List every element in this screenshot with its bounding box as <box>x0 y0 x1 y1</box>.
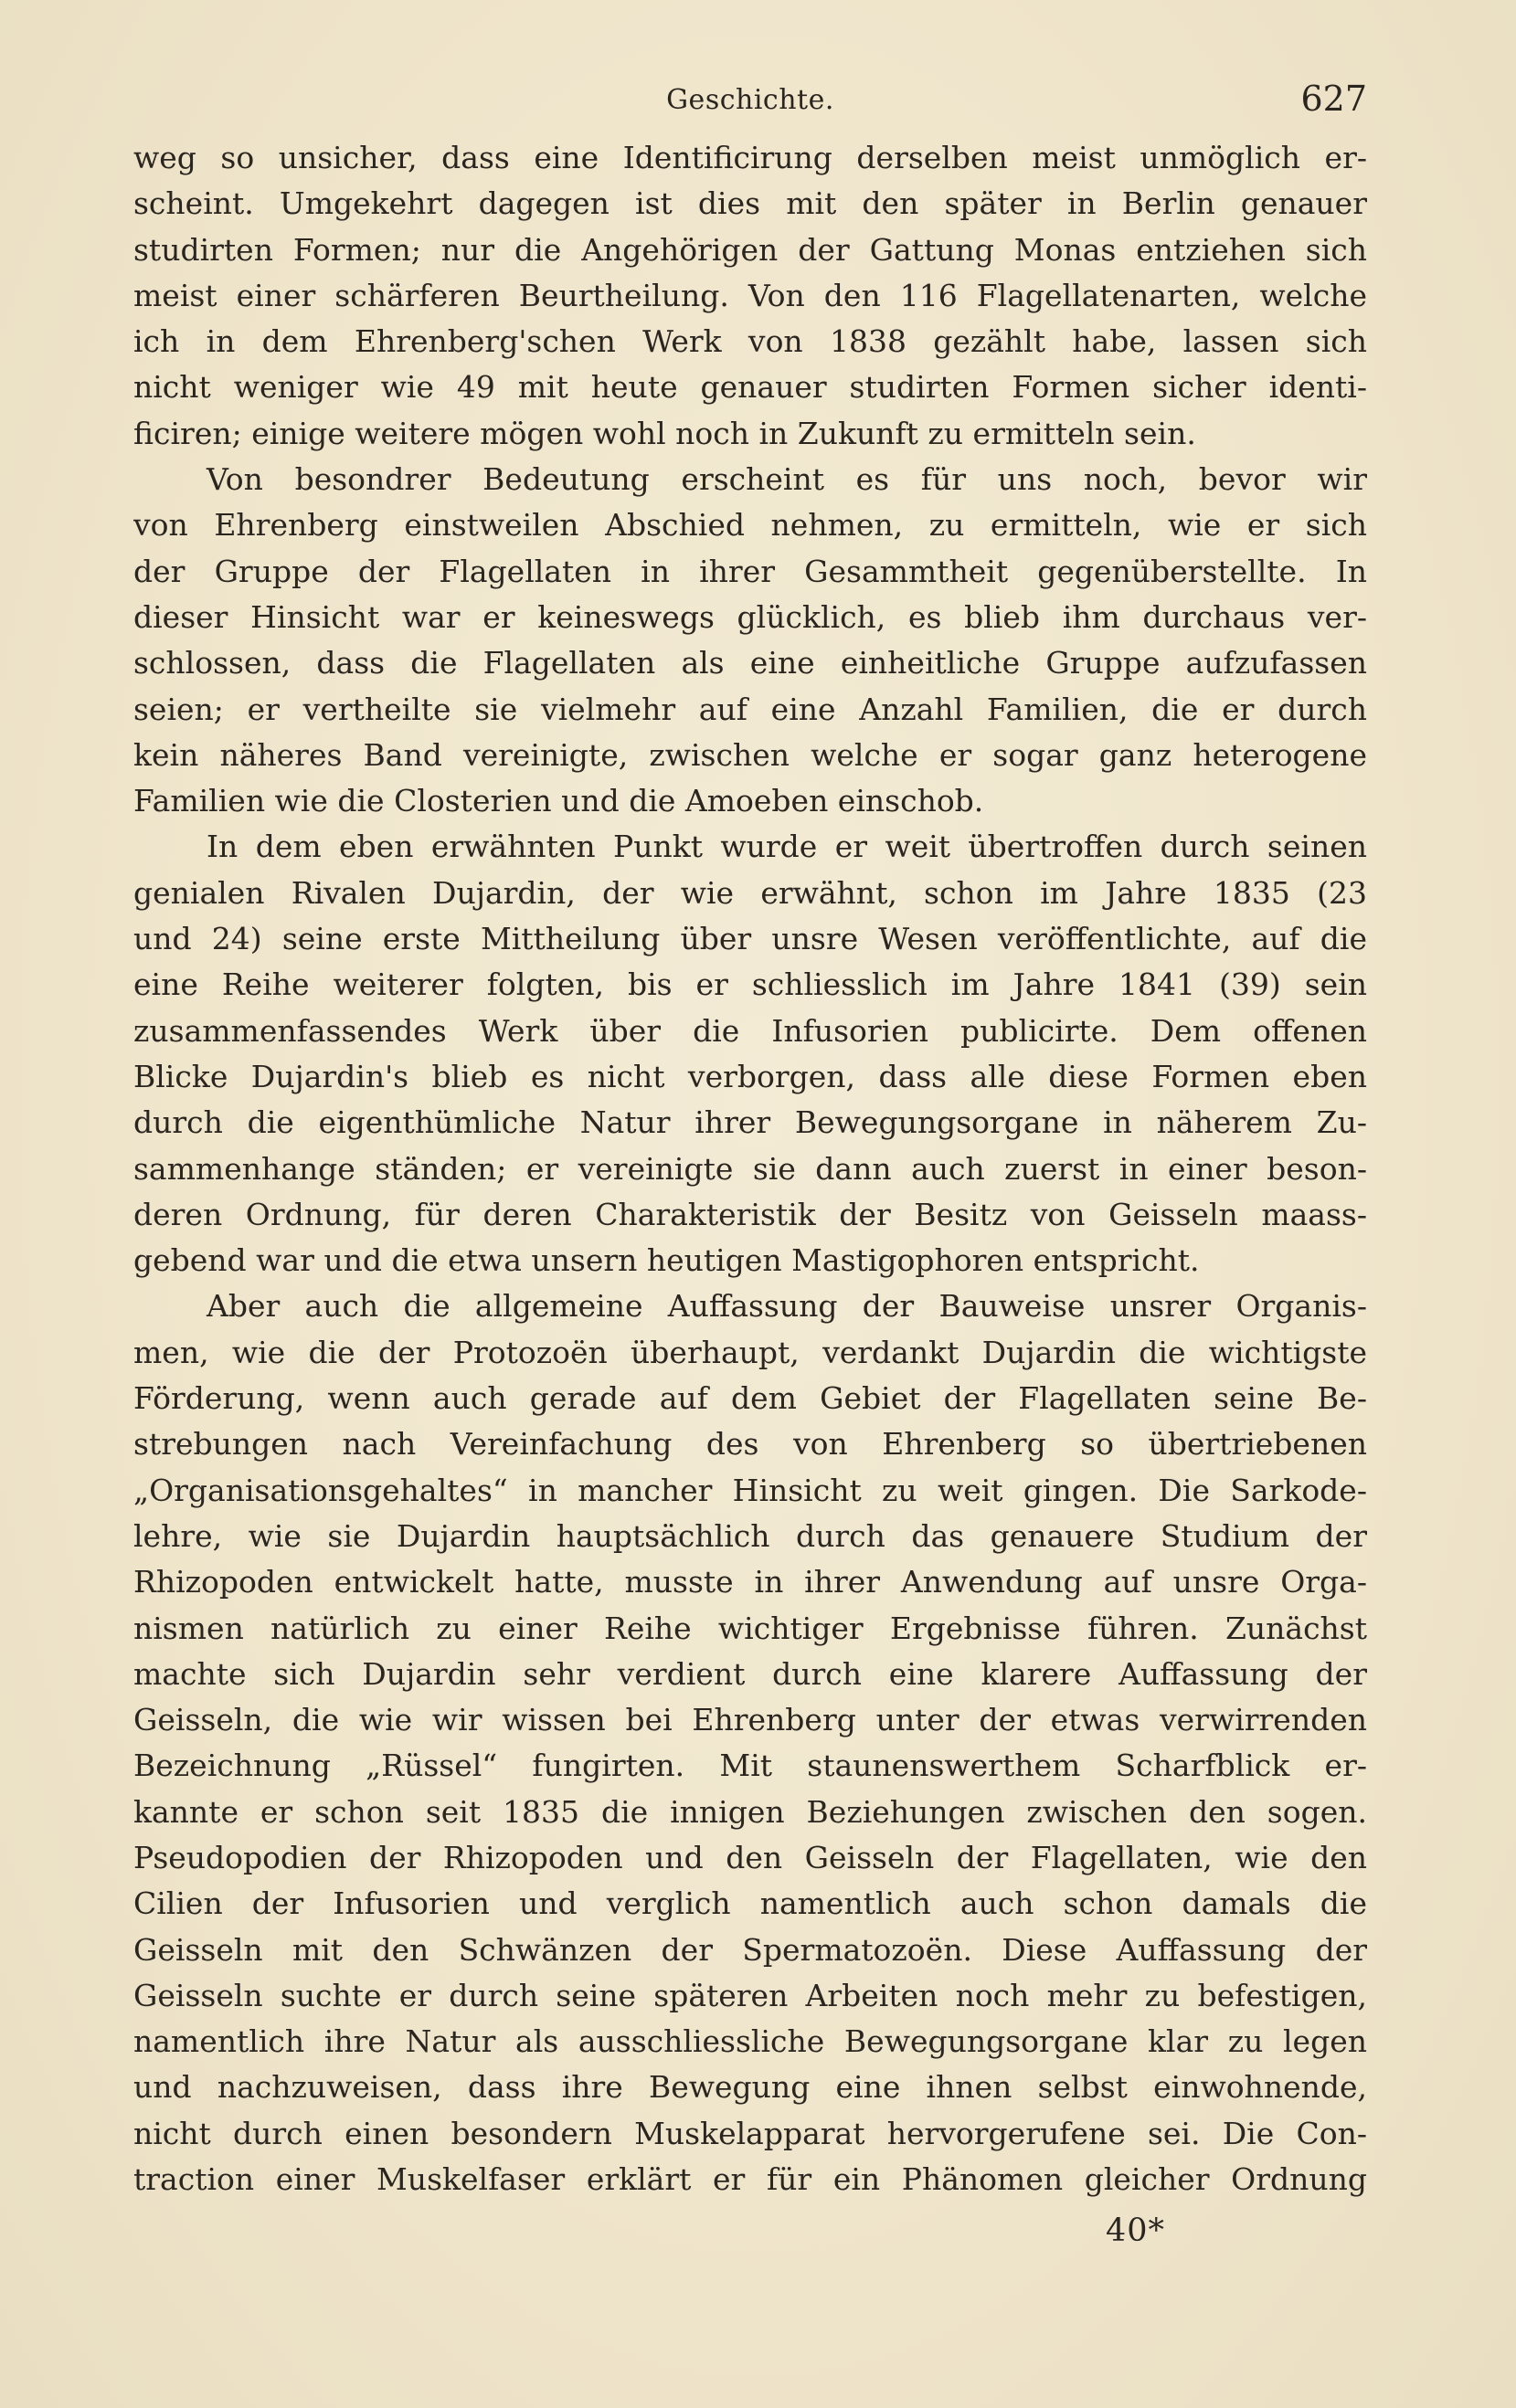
text-line: ficiren; einige weitere mögen wohl noch in Zukunft zu ermitteln sein. <box>133 415 1196 451</box>
text-line: Bezeichnung „Rüssel“ fungirten. Mit staunenswerthem Scharfblick er- <box>133 1748 1367 1784</box>
text-line: strebungen nach Vereinfachung des von Ehrenberg so übertriebenen <box>133 1426 1367 1463</box>
page-header <box>133 77 1367 122</box>
text-line: nicht weniger wie 49 mit heute genauer studirten Formen sicher identi- <box>133 369 1367 406</box>
text-line: weg so unsicher, dass eine Identificirung derselben meist unmöglich er- <box>133 140 1367 175</box>
text-line: zusammenfassendes Werk über die Infusorien publicirte. Dem offenen <box>133 1012 1367 1049</box>
text-line: „Organisationsgehaltes“ in mancher Hinsicht zu weit gingen. Die Sarkode- <box>133 1472 1367 1508</box>
text-line: Aber auch die allgemeine Auffassung der Bauweise unsrer Organis- <box>207 1288 1367 1325</box>
text-line: kannte er schon seit 1835 die innigen Beziehungen zwischen den sogen. <box>133 1793 1367 1830</box>
text-line: gebend war und die etwa unsern heutigen Mastigophoren entspricht. <box>133 1242 1200 1279</box>
text-line: durch die eigenthümliche Natur ihrer Bewegungsorgane in näherem Zu- <box>133 1104 1367 1141</box>
text-line: men, wie die der Protozoën überhaupt, verdankt Dujardin die wichtigste <box>133 1334 1367 1370</box>
text-line: Geisseln mit den Schwänzen der Spermatozoën. Diese Auffassung der <box>133 1931 1367 1968</box>
signature-mark: 40* <box>1106 2213 1166 2249</box>
page-number: 627 <box>1300 79 1367 119</box>
text-line: Rhizopoden entwickelt hatte, musste in ihrer Anwendung auf unsre Orga- <box>133 1564 1367 1600</box>
text-line: meist einer schärferen Beurtheilung. Von den 116 Flagellatenarten, welche <box>133 277 1367 313</box>
text-line: kein näheres Band vereinigte, zwischen welche er sogar ganz heterogene <box>133 736 1367 773</box>
text-line: scheint. Umgekehrt dagegen ist dies mit den später in Berlin genauer <box>133 185 1367 222</box>
text-line: nismen natürlich zu einer Reihe wichtiger Ergebnisse führen. Zunächst <box>133 1610 1367 1646</box>
text-line: lehre, wie sie Dujardin hauptsächlich durch das genauere Studium der <box>133 1517 1367 1554</box>
running-title: Geschichte. <box>666 84 834 116</box>
text-line: Cilien der Infusorien und verglich namentlich auch schon damals die <box>133 1885 1367 1922</box>
text-line: In dem eben erwähnten Punkt wurde er weit übertroffen durch seinen <box>207 829 1367 865</box>
text-line: schlossen, dass die Flagellaten als eine einheitliche Gruppe aufzufassen <box>133 645 1367 681</box>
text-line: Familien wie die Closterien und die Amoeben einschob. <box>133 783 984 819</box>
text-line: genialen Rivalen Dujardin, der wie erwähnt, schon im Jahre 1835 (23 <box>133 874 1367 911</box>
text-line: dieser Hinsicht war er keineswegs glücklich, es blieb ihm durchaus ver- <box>133 598 1367 635</box>
text-line: Förderung, wenn auch gerade auf dem Gebiet der Flagellaten seine Be- <box>133 1380 1367 1417</box>
text-line: der Gruppe der Flagellaten in ihrer Gesammtheit gegenüberstellte. In <box>133 553 1367 589</box>
text-line: studirten Formen; nur die Angehörigen der Gattung Monas entziehen sich <box>133 231 1367 268</box>
text-line: von Ehrenberg einstweilen Abschied nehmen, zu ermitteln, wie er sich <box>133 507 1367 544</box>
text-line: Pseudopodien der Rhizopoden und den Geisseln der Flagellaten, wie den <box>133 1839 1367 1875</box>
text-line: ich in dem Ehrenberg'schen Werk von 1838 gezählt habe, lassen sich <box>133 323 1367 360</box>
body-text <box>133 135 1367 2202</box>
text-line: Von besondrer Bedeutung erscheint es für uns noch, bevor wir <box>207 461 1367 498</box>
text-line: Geisseln, die wie wir wissen bei Ehrenberg unter der etwas verwirrenden <box>133 1702 1367 1738</box>
text-line: deren Ordnung, für deren Charakteristik der Besitz von Geisseln maass- <box>133 1196 1367 1232</box>
text-line: traction einer Muskelfaser erklärt er für ein Phänomen gleicher Ordnung <box>133 2161 1367 2198</box>
text-line: namentlich ihre Natur als ausschliessliche Bewegungsorgane klar zu legen <box>133 2023 1367 2060</box>
text-line: machte sich Dujardin sehr verdient durch eine klarere Auffassung der <box>133 1655 1367 1692</box>
text-line: nicht durch einen besondern Muskelapparat hervorgerufene sei. Die Con- <box>133 2115 1367 2151</box>
text-line: sammenhange ständen; er vereinigte sie dann auch zuerst in einer beson- <box>133 1150 1367 1187</box>
text-line: und 24) seine erste Mittheilung über unsre Wesen veröffentlichte, auf die <box>133 921 1367 957</box>
text-line: Blicke Dujardin's blieb es nicht verborgen, dass alle diese Formen eben <box>133 1058 1367 1094</box>
text-line: und nachzuweisen, dass ihre Bewegung eine ihnen selbst einwohnende, <box>133 2069 1367 2106</box>
text-line: Geisseln suchte er durch seine späteren Arbeiten noch mehr zu befestigen, <box>133 1977 1367 2013</box>
text-line: eine Reihe weiterer folgten, bis er schliesslich im Jahre 1841 (39) sein <box>133 966 1367 1003</box>
text-line: seien; er vertheilte sie vielmehr auf eine Anzahl Familien, die er durch <box>133 691 1367 727</box>
